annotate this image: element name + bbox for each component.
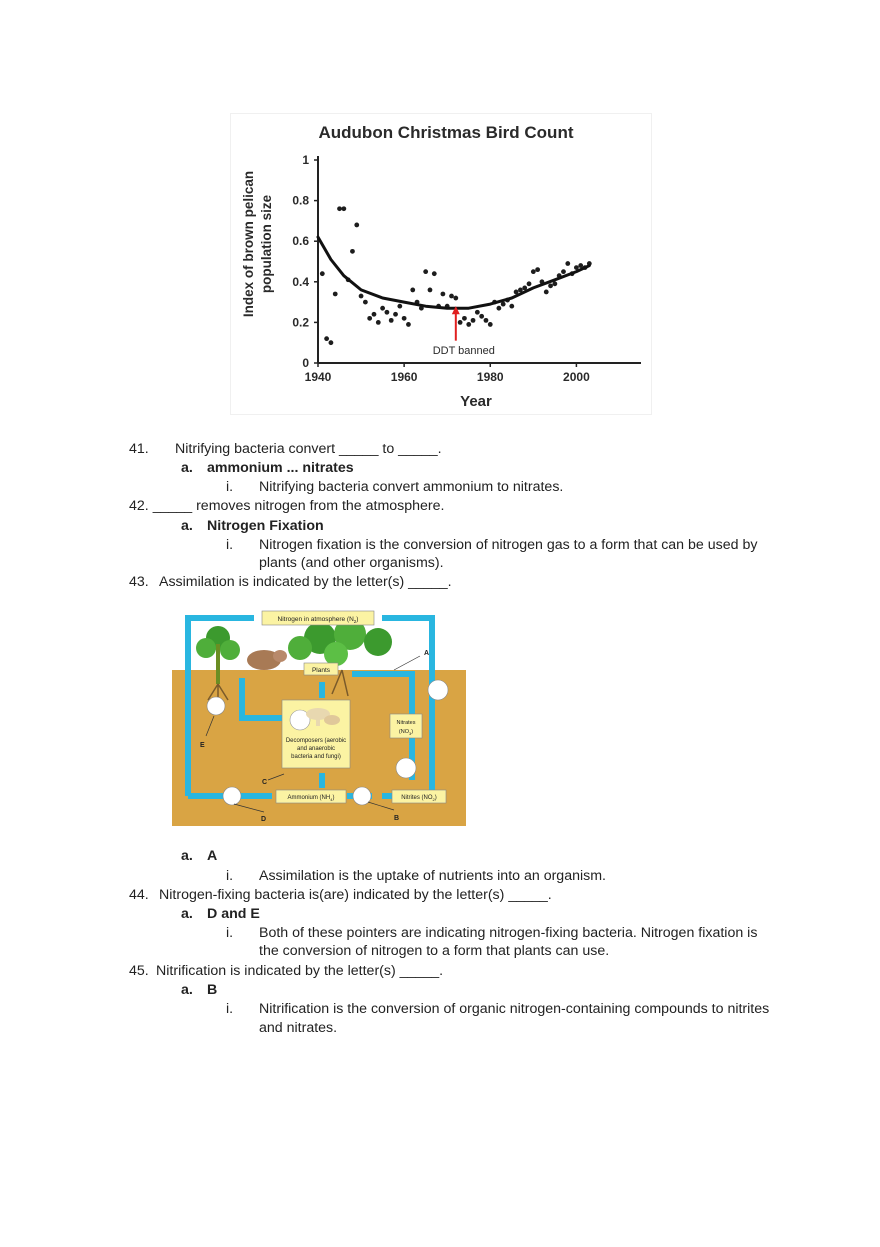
data-point bbox=[488, 322, 493, 327]
answer-43 bbox=[181, 847, 218, 866]
data-point bbox=[341, 206, 346, 211]
bacteria-d bbox=[223, 787, 241, 805]
question-44 bbox=[129, 886, 552, 905]
nitrogen-cycle-svg bbox=[172, 608, 466, 826]
question-text: Nitrification is indicated by the letter(s) _____. bbox=[156, 963, 444, 979]
data-point bbox=[423, 269, 428, 274]
data-point bbox=[432, 271, 437, 276]
data-point bbox=[527, 281, 532, 286]
explanation-numeral: i. bbox=[226, 925, 234, 941]
nitrogen-cycle-diagram bbox=[172, 608, 466, 826]
chart-title: Audubon Christmas Bird Count bbox=[318, 123, 574, 142]
data-point bbox=[531, 269, 536, 274]
question-number: 43. bbox=[129, 574, 149, 590]
question-text: Nitrogen-fixing bacteria is(are) indicated by the letter(s) _____. bbox=[159, 887, 552, 903]
atmosphere-label bbox=[262, 611, 374, 625]
data-point bbox=[552, 281, 557, 286]
x-tick-label: 1960 bbox=[390, 370, 418, 384]
svg-text:Plants: Plants bbox=[311, 667, 331, 674]
data-point bbox=[359, 294, 364, 299]
data-point bbox=[548, 283, 553, 288]
y-tick-label: 0.2 bbox=[292, 315, 309, 330]
data-point bbox=[466, 322, 471, 327]
chart-svg bbox=[231, 114, 651, 414]
answer-letter: a. bbox=[181, 848, 193, 864]
data-point bbox=[561, 269, 566, 274]
question-41 bbox=[129, 440, 442, 459]
answer-letter: a. bbox=[181, 906, 193, 922]
bacteria-e bbox=[207, 697, 225, 715]
answer-text: D and E bbox=[207, 906, 260, 922]
answer-letter: a. bbox=[181, 518, 193, 534]
data-point bbox=[385, 310, 390, 315]
chart-xlabel: Year bbox=[460, 393, 492, 410]
data-point bbox=[462, 316, 467, 321]
letter-a: A bbox=[424, 650, 430, 657]
explanation-42-line-2: plants (and other organisms). bbox=[259, 555, 444, 571]
data-point bbox=[458, 320, 463, 325]
answer-letter: a. bbox=[181, 460, 193, 476]
nitrates-label bbox=[390, 714, 422, 738]
question-text: Nitrifying bacteria convert _____ to _____. bbox=[175, 441, 442, 457]
y-tick-label: 0.4 bbox=[292, 274, 309, 289]
svg-text:Ammonium (NH4): Ammonium $(NH_4)$ bbox=[287, 795, 335, 802]
answer-letter: a. bbox=[181, 982, 193, 998]
question-45 bbox=[129, 962, 444, 981]
explanation-numeral: i. bbox=[226, 479, 234, 495]
data-point bbox=[406, 322, 411, 327]
explanation-44 bbox=[226, 924, 758, 943]
answer-44 bbox=[181, 905, 260, 924]
data-point bbox=[453, 296, 458, 301]
explanation-text: Both of these pointers are indicating nitrogen-fixing bacteria. Nitrogen fixation is bbox=[259, 925, 758, 941]
answer-text: B bbox=[207, 982, 218, 998]
data-point bbox=[484, 318, 489, 323]
data-point bbox=[363, 300, 368, 305]
explanation-45-line-2: and nitrates. bbox=[259, 1020, 338, 1036]
data-point bbox=[428, 288, 433, 293]
question-text: Assimilation is indicated by the letter(s) _____. bbox=[159, 574, 452, 590]
svg-text:(NO3): $(NO_3)$ bbox=[398, 729, 414, 736]
data-point bbox=[440, 292, 445, 297]
data-point bbox=[393, 312, 398, 317]
svg-text:Nitrates: Nitrates bbox=[396, 720, 416, 726]
data-point bbox=[479, 314, 484, 319]
question-number: 44. bbox=[129, 887, 149, 903]
answer-text: Nitrogen Fixation bbox=[207, 518, 324, 534]
data-point bbox=[535, 267, 540, 272]
data-point bbox=[324, 336, 329, 341]
answer-text: A bbox=[207, 848, 218, 864]
data-point bbox=[354, 223, 359, 228]
question-42 bbox=[129, 497, 444, 516]
decomposers-box bbox=[282, 700, 350, 768]
question-text: _____ removes nitrogen from the atmosphere. bbox=[152, 498, 445, 514]
letter-e: E bbox=[200, 742, 205, 749]
bird-count-chart bbox=[230, 113, 652, 415]
data-point bbox=[471, 318, 476, 323]
x-tick-label: 1940 bbox=[304, 370, 332, 384]
explanation-numeral: i. bbox=[226, 1001, 234, 1017]
data-point bbox=[410, 288, 415, 293]
letter-c: C bbox=[262, 779, 268, 786]
plants-label bbox=[304, 663, 338, 675]
data-point bbox=[565, 261, 570, 266]
explanation-text: Nitrifying bacteria convert ammonium to nitrates. bbox=[259, 479, 564, 495]
bacteria-a bbox=[428, 680, 448, 700]
svg-text:Decomposers (aerobic: Decomposers (aerobic bbox=[285, 738, 347, 744]
explanation-numeral: i. bbox=[226, 537, 234, 553]
data-point bbox=[449, 294, 454, 299]
data-point bbox=[475, 310, 480, 315]
data-point bbox=[350, 249, 355, 254]
letter-b: B bbox=[394, 815, 400, 822]
chart-ylabel-line-1: Index of brown pelican bbox=[241, 170, 256, 318]
letter-d: D bbox=[261, 816, 267, 823]
answer-text: ammonium ... nitrates bbox=[207, 460, 354, 476]
y-tick-label: 0 bbox=[302, 356, 309, 370]
explanation-text: Nitrification is the conversion of organic nitrogen-containing compounds to nitrites bbox=[259, 1001, 770, 1017]
data-point bbox=[376, 320, 381, 325]
explanation-44-line-2: the conversion of nitrogen to a form that plants can use. bbox=[259, 943, 610, 959]
data-point bbox=[380, 306, 385, 311]
explanation-43 bbox=[226, 867, 606, 886]
question-number: 42. bbox=[129, 498, 149, 514]
y-tick-label: 1 bbox=[302, 153, 309, 167]
data-point bbox=[372, 312, 377, 317]
question-number: 41. bbox=[129, 441, 149, 457]
answer-42 bbox=[181, 517, 324, 536]
data-point bbox=[320, 271, 325, 276]
explanation-text: Assimilation is the uptake of nutrients into an organism. bbox=[259, 868, 606, 884]
data-point bbox=[333, 292, 338, 297]
explanation-45 bbox=[226, 1000, 770, 1019]
data-point bbox=[544, 290, 549, 295]
explanation-numeral: i. bbox=[226, 868, 234, 884]
data-point bbox=[496, 306, 501, 311]
data-point bbox=[337, 206, 342, 211]
data-point bbox=[397, 304, 402, 309]
chart-ylabel-line-2: population size bbox=[259, 194, 274, 294]
y-tick-label: 0.6 bbox=[292, 234, 309, 249]
annotation-label: DDT banned bbox=[432, 344, 495, 357]
explanation-42 bbox=[226, 536, 758, 555]
nitrites-label bbox=[392, 790, 446, 803]
x-tick-label: 1980 bbox=[476, 370, 504, 384]
question-number: 45. bbox=[129, 963, 149, 979]
explanation-text: Nitrogen fixation is the conversion of nitrogen gas to a form that can be used by bbox=[259, 537, 758, 553]
x-tick-label: 2000 bbox=[563, 370, 590, 384]
data-point bbox=[402, 316, 407, 321]
svg-text:bacteria and fungi): bacteria and fungi) bbox=[291, 754, 341, 760]
svg-text:Nitrogen in atmosphere (N2): Nitrogen in atmosphere $(N_2)$ bbox=[277, 616, 359, 624]
data-point bbox=[367, 316, 372, 321]
data-point bbox=[329, 340, 334, 345]
answer-41 bbox=[181, 459, 354, 478]
svg-text:Nitrites (NO2): Nitrites $(NO_2)$ bbox=[401, 795, 437, 802]
svg-text:and anaerobic: and anaerobic bbox=[296, 746, 336, 752]
data-point bbox=[389, 318, 394, 323]
bacteria-nitrite bbox=[396, 758, 416, 778]
y-tick-label: 0.8 bbox=[292, 193, 309, 208]
answer-45 bbox=[181, 981, 218, 1000]
explanation-41 bbox=[226, 478, 564, 497]
data-point bbox=[509, 304, 514, 309]
ammonium-label bbox=[276, 790, 346, 803]
question-43 bbox=[129, 573, 452, 592]
